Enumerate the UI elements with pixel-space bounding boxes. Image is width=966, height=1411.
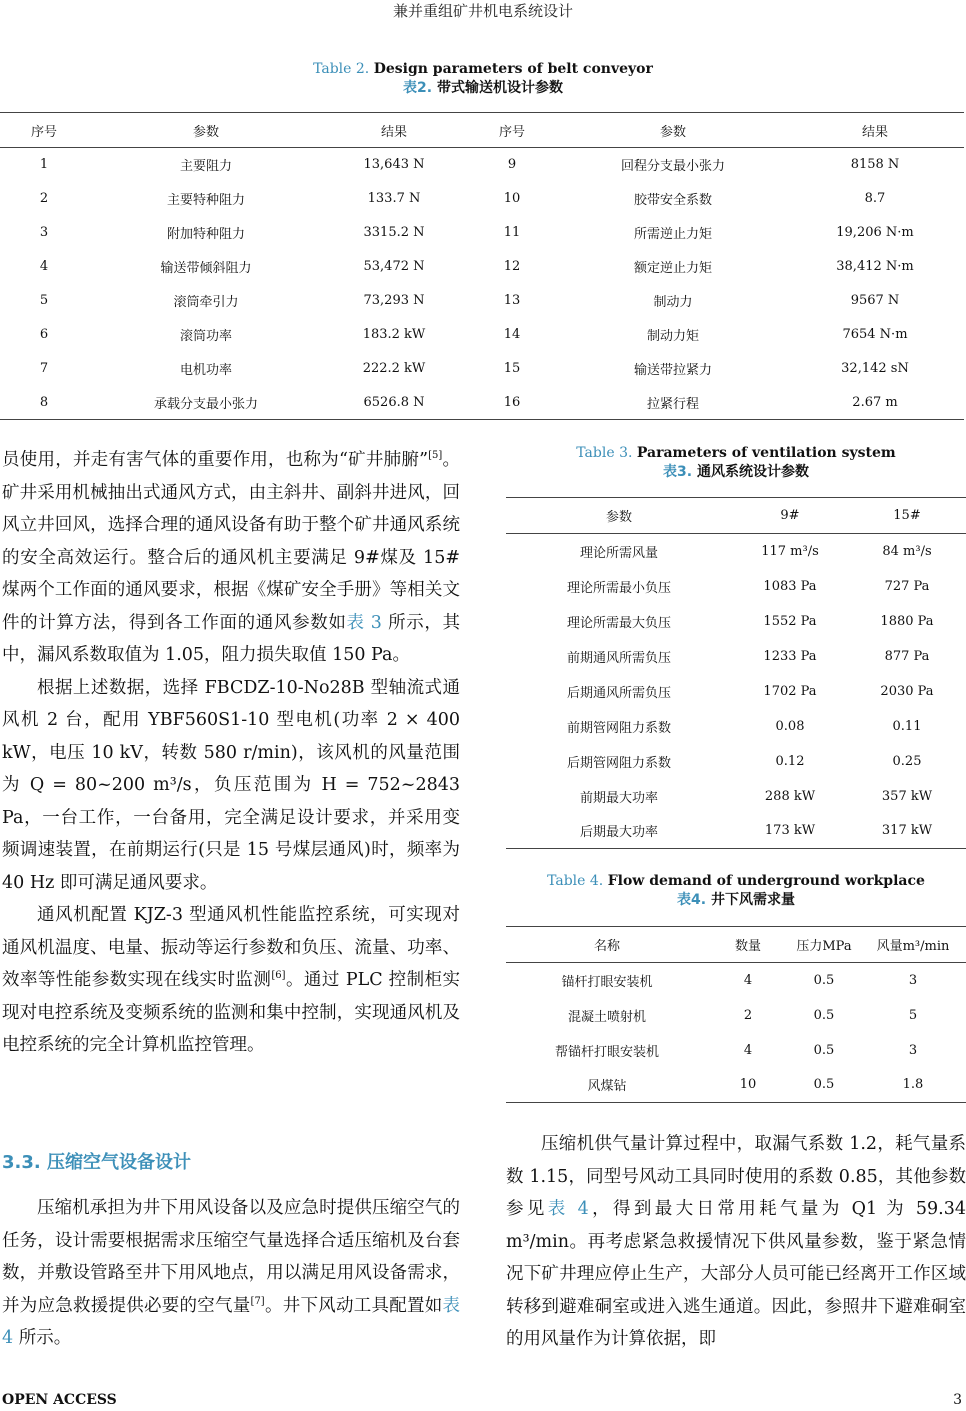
table-cell: 133.7 N [367, 191, 421, 206]
table2-header-cell: 参数 [560, 113, 786, 148]
table-ref-link[interactable]: 表 4 [2, 1295, 461, 1348]
table3-label-en: Table 3. [576, 445, 633, 461]
table-cell: 0.5 [788, 1068, 860, 1103]
table-cell: 4 [743, 972, 753, 988]
table-cell: 前期管网阻力系数 [566, 720, 671, 736]
table-cell: 理论所需最小负压 [566, 580, 671, 596]
table-cell: 2 [39, 191, 49, 206]
citation-ref: [5] [428, 450, 443, 462]
table2-header-cell: 参数 [88, 113, 324, 148]
table-row [506, 604, 966, 639]
table-cell: 0.5 [813, 1042, 835, 1058]
table4-label-cn: 表4. [677, 892, 707, 908]
table-cell: 帮锚杆打眼安装机 [554, 1044, 659, 1060]
table4-caption-en [506, 872, 966, 890]
table-row [506, 709, 966, 744]
table-cell: 前期通风所需负压 [566, 650, 671, 666]
table-row [506, 963, 966, 998]
table-cell: 前期最大功率 [579, 790, 658, 806]
table-cell: 滚筒功率 [179, 329, 232, 344]
table-row [506, 744, 966, 779]
table-cell: 0.5 [813, 1007, 835, 1023]
table-cell: 滚筒牵引力 [173, 295, 239, 310]
left-column-text-2 [2, 1192, 460, 1355]
text-run: 通风机配置 KJZ-3 型通风机性能监控系统，可实现对通风机温度、电量、振动等运行参数和负压、流量、功率、效率等性能参数实现在线实时监测 [2, 905, 460, 990]
table-cell: 1880 Pa [880, 613, 934, 629]
table-row [0, 386, 964, 420]
table-cell: 2030 Pa [880, 683, 934, 699]
table3-header-cell: 9# [732, 498, 848, 534]
table-cell: 3 [39, 225, 49, 240]
table-cell: 0.12 [775, 753, 805, 769]
table-cell: 9 [507, 157, 517, 173]
text-run: ，得到最大日常用耗气量为 Q1 为 59.34 m³/min。再考虑紧急救援情况下供风量参数，鉴于紧急情况下矿井理应停止生产，大部分人员可能已经离开工作区域转移到避难硐室或进入逃生通道。因此，参照井下避难硐室的用风量作为计算依据，即 [506, 1199, 966, 1349]
table-cell: 5 [908, 1007, 918, 1023]
table-cell: 0.11 [892, 718, 922, 734]
text-run: 所示。 [13, 1328, 72, 1348]
table-cell: 锚杆打眼安装机 [561, 974, 653, 990]
table-cell: 3315.2 N [363, 225, 425, 240]
table-cell: 9567 N [850, 293, 900, 308]
table4 [506, 926, 966, 1103]
table-cell: 4 [743, 1042, 753, 1058]
table2-header-cell: 结果 [324, 113, 464, 148]
table2-title-en: Design parameters of belt conveyor [373, 61, 653, 77]
section-heading: 3.3. 压缩空气设备设计 [2, 1152, 191, 1173]
table-cell: 15 [503, 361, 521, 376]
table3-header-row [506, 498, 966, 534]
table-cell: 0.25 [892, 753, 922, 769]
table-cell: 理论所需风量 [579, 545, 658, 561]
table-cell: 10 [708, 1068, 788, 1103]
table-cell: 84 m³/s [882, 543, 932, 559]
table-cell: 117 m³/s [761, 543, 819, 559]
table-cell: 3 [908, 1042, 918, 1058]
table-cell: 0.08 [775, 718, 805, 734]
table-cell: 73,293 N [363, 293, 425, 308]
paragraph [2, 444, 460, 672]
table-cell: 317 kW [848, 814, 966, 849]
table-row [0, 148, 964, 182]
table-cell: 风煤钻 [506, 1068, 708, 1103]
table-cell: 1 [39, 157, 49, 173]
table-cell: 1.8 [860, 1068, 966, 1103]
table-row [506, 779, 966, 814]
table-cell: 所需逆止力矩 [633, 227, 712, 242]
table-cell: 主要阻力 [179, 159, 232, 175]
table-cell: 288 kW [764, 788, 816, 804]
table-cell: 1552 Pa [763, 613, 817, 629]
table-ref-link[interactable]: 表 4 [547, 1199, 589, 1219]
table-cell: 6526.8 N [324, 386, 464, 420]
table-cell: 电机功率 [179, 363, 232, 378]
table-cell: 理论所需最大负压 [566, 615, 671, 631]
table-ref-link[interactable]: 表 3 [346, 612, 382, 633]
table-cell: 11 [503, 225, 521, 240]
table4-header-cell: 压力MPa [788, 927, 860, 963]
text-run: 压缩机供气量计算过程中，取漏气系数 1.2，耗气量系数 1.15，同型号风动工具同时使用的系数 0.85，其他参数参见 [506, 1134, 966, 1219]
table-cell: 357 kW [881, 788, 933, 804]
table-cell: 183.2 kW [362, 327, 426, 342]
page-number: 3 [953, 1392, 962, 1408]
table-row [0, 284, 964, 318]
table3-title-en: Parameters of ventilation system [636, 445, 896, 461]
table4-title-cn: 井下风需求量 [710, 892, 795, 908]
table2-header-row [0, 113, 964, 148]
table-cell: 12 [503, 259, 521, 274]
table3-title-cn: 通风系统设计参数 [696, 464, 809, 480]
table2-label-en: Table 2. [313, 61, 370, 77]
table3-header-cell: 15# [848, 498, 966, 534]
table-cell: 5 [39, 293, 49, 308]
table-cell: 拉紧行程 [560, 386, 786, 420]
table-row [506, 639, 966, 674]
table-cell: 7654 N·m [842, 327, 908, 342]
paragraph: 根据上述数据，选择 FBCDZ-10-No28B 型轴流式通风机 2 台，配用 YBF560S1-10 型电机(功率 2 × 400 kW，电压 10 kV，转数 580 r/min)，该风机的风量范围为 Q = 80~200 m³/s，负压范围为 H = 752~2843 Pa，一台工作，一台备用，完全满足设计要求，并采用变频调速装置，在前期运行(只是 15 号煤层通风)时，频率为 40 Hz 即可满足通风要求。 [2, 677, 460, 893]
table4-title-en: Flow demand of underground workplace [607, 873, 925, 889]
table-row [506, 674, 966, 709]
table-row [0, 216, 964, 250]
table-cell: 1233 Pa [763, 648, 817, 664]
table3 [506, 497, 966, 849]
table2-caption-en [0, 60, 966, 78]
footer-open-access: OPEN ACCESS [2, 1392, 117, 1408]
left-column-text [2, 444, 460, 1062]
text-run: 。井下风动工具配置如 [264, 1295, 443, 1316]
table-row [506, 814, 966, 849]
text-run: 员使用，并走有害气体的重要作用，也称为“矿井肺腑” [2, 450, 429, 470]
table-cell: 19,206 N·m [836, 225, 914, 240]
table-cell: 输送带拉紧力 [633, 363, 712, 378]
table-row [506, 1033, 966, 1068]
table2-header-cell: 序号 [464, 113, 560, 148]
table-cell: 2 [743, 1007, 753, 1023]
text-run: 压缩机承担为井下用风设备以及应急时提供压缩空气的任务，设计需要根据需求压缩空气量选择合适压缩机及台套数，并敷设管路至井下用风地点，用以满足用风设备需求，并为应急救援提供必要的空气量 [2, 1198, 460, 1316]
table-row [506, 569, 966, 604]
table-row [0, 182, 964, 216]
paragraph [506, 1128, 966, 1356]
table-cell: 1702 Pa [763, 683, 817, 699]
table-cell: 承载分支最小张力 [88, 386, 324, 420]
table2-title-cn: 带式输送机设计参数 [436, 80, 563, 96]
table4-label-en: Table 4. [547, 873, 604, 889]
paragraph [2, 899, 460, 1062]
table-cell: 制动力 [653, 295, 693, 310]
table4-header-row [506, 927, 966, 963]
table-cell: 额定逆止力矩 [633, 261, 712, 276]
table4-header-cell: 风量m³/min [860, 927, 966, 963]
table3-caption-en [506, 444, 966, 462]
table-cell: 6 [39, 327, 49, 342]
table-cell: 173 kW [732, 814, 848, 849]
table-cell: 38,412 N·m [836, 259, 914, 274]
table-cell: 混凝土喷射机 [567, 1009, 646, 1025]
table-cell: 回程分支最小张力 [620, 159, 725, 175]
table-cell: 4 [39, 259, 49, 274]
table-row [0, 352, 964, 386]
table4-caption-cn [506, 891, 966, 909]
citation-ref: [6] [271, 970, 286, 982]
table-cell: 7 [39, 361, 49, 376]
table-cell: 0.5 [813, 972, 835, 988]
table2 [0, 112, 964, 420]
table-cell: 14 [503, 327, 521, 342]
table4-header-cell: 数量 [708, 927, 788, 963]
table-row [506, 534, 966, 569]
table-row [506, 1068, 966, 1103]
table-cell: 1083 Pa [763, 578, 817, 594]
text-run: 所示，其中，漏风系数取值为 1.05，阻力损失取值 150 Pa。 [2, 612, 461, 665]
table-cell: 32,142 sN [841, 361, 909, 376]
table-cell: 2.67 m [786, 386, 964, 420]
table2-header-cell: 序号 [0, 113, 88, 148]
table-cell: 3 [908, 972, 918, 988]
table-cell: 胶带安全系数 [633, 193, 712, 208]
running-header: 兼并重组矿井机电系统设计 [392, 2, 573, 20]
table-cell: 16 [464, 386, 560, 420]
table-cell: 877 Pa [884, 648, 930, 664]
paragraph [2, 1192, 460, 1355]
table3-header-cell: 参数 [506, 498, 732, 534]
table3-caption-cn [506, 463, 966, 481]
table-cell: 10 [503, 191, 521, 206]
table-cell: 13 [503, 293, 521, 308]
right-column-text [506, 1128, 966, 1356]
table4-header-cell: 名称 [506, 927, 708, 963]
table-row [0, 318, 964, 352]
table-cell: 8158 N [850, 157, 900, 173]
text-run: 。矿井采用机械抽出式通风方式，由主斜井、副斜井进风，回风立井回风，选择合理的通风设备有助于整个矿井通风系统的安全高效运行。整合后的通风机主要满足 9#煤及 15#煤两个工作面的通风要求，根据《煤矿安全手册》等相关文件的计算方法，得到各工作面的通风参数如 [2, 450, 460, 633]
table-cell: 制动力矩 [646, 329, 699, 344]
table-cell: 727 Pa [884, 578, 930, 594]
table-cell: 222.2 kW [362, 361, 426, 376]
table-cell: 后期通风所需负压 [566, 685, 671, 701]
table-cell: 附加特种阻力 [166, 227, 245, 242]
table-cell: 后期最大功率 [506, 814, 732, 849]
table2-caption-cn [0, 79, 966, 97]
table-cell: 主要特种阻力 [166, 193, 245, 208]
table-cell: 8.7 [864, 191, 886, 206]
table-cell: 8 [0, 386, 88, 420]
citation-ref: [7] [250, 1295, 265, 1307]
table-cell: 13,643 N [363, 157, 425, 173]
table-cell: 后期管网阻力系数 [566, 755, 671, 771]
table2-header-cell: 结果 [786, 113, 964, 148]
table-cell: 53,472 N [363, 259, 425, 274]
table-row [506, 998, 966, 1033]
table3-label-cn: 表3. [663, 464, 693, 480]
text-run: 。通过 PLC 控制柜实现对电控系统及变频系统的监测和集中控制，实现通风机及电控系统的完全计算机监控管理。 [2, 970, 461, 1055]
table-cell: 输送带倾斜阻力 [160, 261, 252, 276]
table2-label-cn: 表2. [403, 80, 433, 96]
table-row [0, 250, 964, 284]
